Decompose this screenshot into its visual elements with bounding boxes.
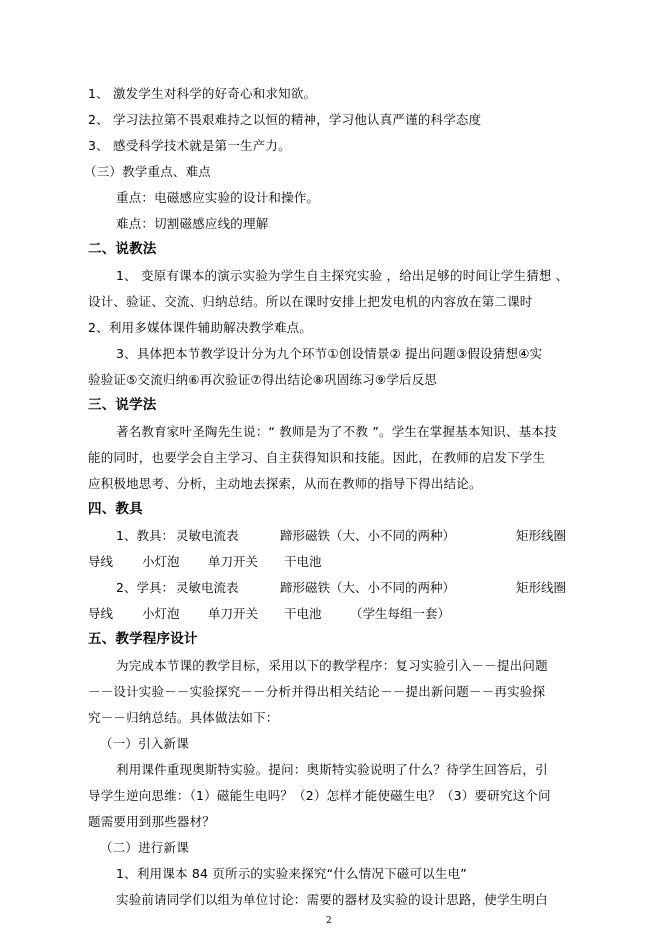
goal-1: 1、 激发学生对科学的好奇心和求知欲。 [88, 86, 317, 101]
item-switch: 单刀开关 [208, 554, 259, 569]
subsection-1-line1: 利用课件重现奥斯特实验。提问：奥斯特实验说明了什么？待学生回答后，引 [116, 762, 548, 777]
section-5-intro-line3: 究－－归纳总结。具体做法如下： [88, 710, 279, 725]
section-3-line1: 著名教育家叶圣陶先生说：“ 教师是为了不教 ”。学生在掌握基本知识、基本技 [116, 424, 557, 439]
section-2-heading: 二、说教法 [88, 241, 157, 257]
subsection-1-heading: （一）引入新课 [100, 736, 189, 751]
focus-heading: （三）教学重点、难点 [84, 164, 212, 179]
subsection-2-heading: （二）进行新课 [100, 840, 189, 855]
section-5-intro-line2: －－设计实验－－实验探究－－分析并得出相关结论－－提出新问题－－再实验探 [88, 684, 546, 699]
focus-point: 重点：电磁感应实验的设计和操作。 [116, 190, 320, 205]
section-4-heading: 四、教具 [88, 501, 143, 517]
subsection-1-line3: 题需要用到那些器材？ [88, 814, 216, 829]
section-2-p1-line1: 1、 变原有课本的演示实验为学生自主探究实验 ，给出足够的时间让学生猜想 、 [116, 268, 569, 283]
item-small-bulb: 小灯泡 [142, 554, 180, 569]
section-3-line3: 应积极地思考、分析，主动地去探索，从而在教师的指导下得出结论。 [88, 476, 482, 491]
section-2-p3-line2: 验验证⑤交流归纳⑥再次验证⑦得出结论⑧巩固练习⑨学后反思 [88, 372, 438, 387]
subsection-2-line1: 1、利用课本 84 页所示的实验来探究“什么情况下磁可以生电” [116, 866, 467, 881]
section-5-intro-line1: 为完成本节课的教学目标，采用以下的教学程序：复习实验引入－－提出问题 [116, 658, 548, 673]
section-2-p1-line2: 设计、验证、交流、归纳总结。所以在课时安排上把发电机的内容放在第二课时 [88, 294, 533, 309]
teacher-tools-label: 1、教具： [116, 528, 174, 543]
section-2-p3-line1: 3、具体把本节教学设计分为九个环节①创设情景② 提出问题③假设猜想④实 [116, 346, 543, 361]
page-number: 2 [326, 916, 332, 926]
item-battery: 干电池 [284, 606, 322, 621]
item-galvanometer: 灵敏电流表 [176, 528, 239, 543]
subsection-2-line2: 实验前请同学们以组为单位讨论：需要的器材及实验的设计思路，使学生明白 [116, 892, 548, 907]
item-wire: 导线 [88, 606, 114, 621]
item-rectangular-coil: 矩形线圈 [516, 580, 567, 595]
section-5-heading: 五、教学程序设计 [88, 631, 198, 647]
difficult-point: 难点：切割磁感应线的理解 [116, 216, 269, 231]
item-small-bulb: 小灯泡 [142, 606, 180, 621]
item-switch: 单刀开关 [208, 606, 259, 621]
section-2-p2: 2、利用多媒体课件辅助解决教学难点。 [88, 320, 313, 335]
student-tools-label: 2、学具： [116, 580, 174, 595]
item-wire: 导线 [88, 554, 114, 569]
item-battery: 干电池 [284, 554, 322, 569]
goal-2: 2、 学习法拉第不畏艰难持之以恒的精神，学习他认真严谨的科学态度 [88, 112, 482, 127]
item-horseshoe-magnet: 蹄形磁铁（大、小不同的两种） [280, 580, 456, 595]
item-horseshoe-magnet: 蹄形磁铁（大、小不同的两种） [280, 528, 456, 543]
goal-3: 3、 感受科学技术就是第一生产力。 [88, 138, 291, 153]
section-3-line2: 能的同时，也要学会自主学习、自主获得知识和技能。因此，在教师的启发下学生 [88, 450, 546, 465]
student-group-note: （学生每组一套） [350, 606, 451, 621]
subsection-1-line2: 导学生逆向思维：（1）磁能生电吗？（2）怎样才能使磁生电？（3）要研究这个问 [88, 788, 551, 803]
item-galvanometer: 灵敏电流表 [176, 580, 239, 595]
item-rectangular-coil: 矩形线圈 [516, 528, 567, 543]
section-3-heading: 三、说学法 [88, 397, 157, 413]
